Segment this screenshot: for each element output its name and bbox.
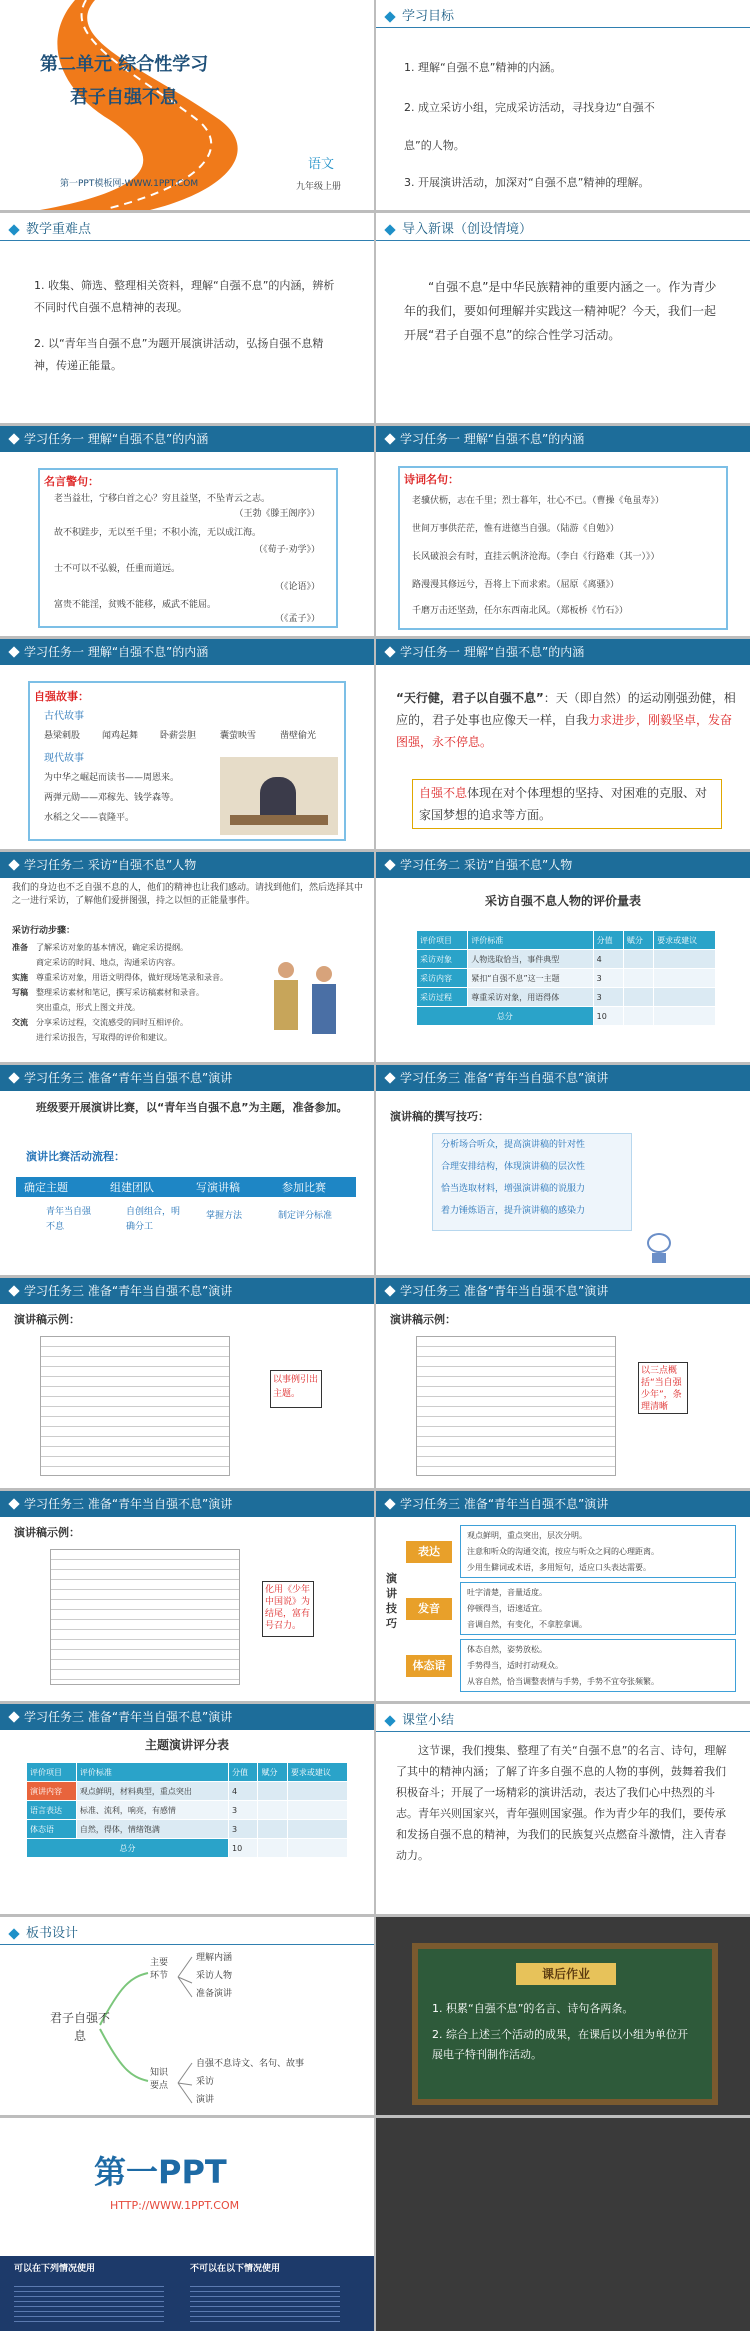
quote-source: （《孟子》） <box>274 614 320 624</box>
table-header: 要求或建议 <box>654 931 716 950</box>
table-header: 赋分 <box>623 931 653 950</box>
intro-text: “自强不息”是中华民族精神的重要内涵之一。作为青少年的我们，要如何理解并实践这一精神呢？今天，我们一起开展“君子自强不息”的综合性学习活动。 <box>404 280 717 342</box>
interview-intro: 我们的身边也不乏自强不息的人，他们的精神也让我们感动。请找到他们，然后选择其中之一进行采访，了解他们爱拼图强，持之以恒的正能量事件。 <box>12 883 364 906</box>
quote-line: 士不可以不弘毅，任重而道远。 <box>54 564 181 574</box>
story: 卧薪尝胆 <box>160 731 197 741</box>
meaning-quote: “天行健，君子以自强不息” <box>396 691 544 705</box>
technique-box <box>460 1525 736 1578</box>
technique-line: 注意和听众的沟通交流，按应与听众之间的心理距离。 <box>467 1547 659 1556</box>
meaning-explain: ：天（即自然）的运动刚强劲健，相应的，君子处事也应像天一样，自我 <box>396 691 736 727</box>
story: 悬梁刺股 <box>44 731 81 741</box>
table-header: 评价标准 <box>468 931 593 950</box>
modern-story: 两弹元勋——邓稼先、钱学森等。 <box>44 793 180 803</box>
slide-header: 板书设计 <box>0 1925 374 1945</box>
flow-sub: 掌握方法 <box>206 1211 243 1221</box>
skill-item: 恰当选取材料，增强演讲稿的说服力 <box>441 1184 586 1194</box>
step-text: 尊重采访对象，用语文明得体，做好现场笔录和录音。 <box>36 973 228 982</box>
board-item: 准备演讲 <box>196 1989 233 1999</box>
quote-source: （《荀子·劝学》） <box>254 545 320 555</box>
quotes-label: 名言警句： <box>44 475 99 488</box>
skills-box <box>432 1133 632 1231</box>
step-row <box>12 1030 242 1045</box>
task1-stories-slide <box>0 639 374 849</box>
technique-tag: 发音 <box>406 1598 452 1620</box>
blackboard-frame <box>412 1943 718 2105</box>
task2-table-slide <box>376 852 750 1062</box>
table-row: 演讲内容 观点鲜明，材料典型，重点突出 4 <box>27 1782 348 1801</box>
ad-right-title: 不可以在以下情况使用 <box>190 2264 281 2274</box>
ad-link-list <box>14 2282 164 2326</box>
step-tag: 实施 <box>12 973 28 982</box>
technique-box <box>460 1639 736 1692</box>
flow-step: 写演讲稿 <box>196 1181 240 1194</box>
meaning-box-text: 体现在对个体理想的坚持、对困难的克服、对家国梦想的追求等方面。 <box>419 786 708 822</box>
step-row <box>12 1015 242 1030</box>
poem-line: 路漫漫其修远兮，吾将上下而求索。（屈原《离骚》） <box>412 580 620 590</box>
sample-label: 演讲稿示例： <box>390 1313 456 1326</box>
poems-box <box>398 466 728 630</box>
sample-note: 以事例引出主题。 <box>270 1370 322 1408</box>
technique-box <box>460 1582 736 1635</box>
board-item: 自强不息诗文、名句、故事 <box>196 2059 305 2069</box>
task3-flow-slide <box>0 1065 374 1275</box>
technique-tag: 体态语 <box>406 1655 452 1677</box>
slide-header: 学习任务一 理解“自强不息”的内涵 <box>376 639 750 665</box>
sample-label: 演讲稿示例： <box>14 1526 80 1539</box>
ancient-label: 古代故事 <box>44 711 84 722</box>
goal-item: 1. 理解“自强不息”精神的内涵。 <box>404 61 562 74</box>
summary-text: 这节课，我们搜集、整理了有关“自强不息”的名言、诗句，理解了其中的精神内涵；了解了许多自强不息的人物的事例，鼓舞着我们积极奋斗；开展了一场精彩的演讲活动，表达了我们心中热烈的斗志。青年兴则国家兴，青年强则国家强。作为青少年的我们，要传承和发扬自强不息的精神，为我们的民族复兴点燃奋斗激情，注入青春动力。 <box>396 1744 727 1862</box>
homework-item: 1. 积累“自强不息”的名言、诗句各两条。 <box>432 2002 634 2015</box>
slide-header: 课堂小结 <box>376 1712 750 1732</box>
flow-step: 确定主题 <box>24 1181 68 1194</box>
poems-label: 诗词名句： <box>404 473 459 486</box>
sample-note: 以三点概括“当自强少年”，条理清晰 <box>638 1362 688 1414</box>
table-row: 采访对象 人物选取恰当，事件典型 4 <box>417 950 716 969</box>
step-row <box>12 970 242 985</box>
quote-line: 老当益壮，宁移白首之心？穷且益坚，不坠青云之志。 <box>54 494 271 504</box>
flow-label: 演讲比赛活动流程： <box>26 1150 125 1163</box>
step-text: 整理采访素材和笔记，撰写采访稿素材和录音。 <box>36 988 204 997</box>
flow-sub: 制定评分标准 <box>278 1211 333 1221</box>
step-tag: 写稿 <box>12 988 28 997</box>
task3-sample1-slide <box>0 1278 374 1488</box>
task1-meaning-slide <box>376 639 750 849</box>
speech-document-image <box>40 1336 230 1476</box>
table-header: 分值 <box>593 931 623 950</box>
task3-skills-slide <box>376 1065 750 1275</box>
steps-label: 采访行动步骤： <box>12 926 76 936</box>
board-key: 知识要点 <box>150 2068 169 2091</box>
quote-source: （《论语》） <box>274 582 320 592</box>
poem-line: 世间万事供茫茫，惟有进德当自强。（陆游《自勉》） <box>412 524 620 534</box>
technique-row <box>406 1525 740 1580</box>
step-text: 进行采访报告，写取得的评价和建议。 <box>36 1033 172 1042</box>
slide-header: 学习任务一 理解“自强不息”的内涵 <box>0 639 374 665</box>
slide-header: 学习任务二 采访“自强不息”人物 <box>376 852 750 878</box>
task1-poems-slide <box>376 426 750 636</box>
robot-icon <box>644 1225 674 1265</box>
homework-title: 课后作业 <box>516 1963 616 1985</box>
lesson-title: 君子自强不息 <box>70 87 178 108</box>
technique-line: 音调自然，有变化，不拿腔拿调。 <box>467 1620 587 1629</box>
technique-tag: 表达 <box>406 1541 452 1563</box>
step-row <box>12 985 242 1000</box>
evaluation-table <box>416 930 716 1026</box>
slide-header: 学习任务三 准备“青年当自强不息”演讲 <box>376 1065 750 1091</box>
technique-line: 体态自然，姿势放松。 <box>467 1645 547 1654</box>
technique-line: 少用生僻词或术语，多用短句，适应口头表达需要。 <box>467 1563 651 1572</box>
technique-line: 停顿得当，语速适宜。 <box>467 1604 547 1613</box>
table-row: 采访过程 尊重采访对象，用语得体 3 <box>417 988 716 1007</box>
poem-line: 老骥伏枥，志在千里；烈士暮年，壮心不已。（曹操《龟虽寿》） <box>412 496 665 506</box>
goal-item: 3. 开展演讲活动，加深对“自强不息”精神的理解。 <box>404 176 650 189</box>
slide-header: 学习目标 <box>376 8 750 28</box>
quote-line: 故不积跬步，无以至千里；不积小流，无以成江海。 <box>54 528 262 538</box>
modern-label: 现代故事 <box>44 753 84 764</box>
poem-line: 长风破浪会有时，直挂云帆济沧海。（李白《行路难（其一）》） <box>412 552 660 562</box>
quote-source: （王勃《滕王阁序》） <box>234 509 320 519</box>
quote-line: 富贵不能淫，贫贱不能移，威武不能屈。 <box>54 600 217 610</box>
table-header: 分值 <box>229 1763 258 1782</box>
ad-link-list <box>190 2282 340 2326</box>
modern-story: 为中华之崛起而读书——周恩来。 <box>44 773 180 783</box>
key-point-2: 2. 以“青年当自强不息”为题开展演讲活动，弘扬自强不息精神，传递正能量。 <box>34 337 324 372</box>
step-tag: 准备 <box>12 943 28 952</box>
technique-row <box>406 1639 740 1694</box>
slide-header: 学习任务三 准备“青年当自强不息”演讲 <box>0 1704 374 1730</box>
sample-note: 化用《少年中国说》为结尾，富有号召力。 <box>262 1581 314 1637</box>
technique-line: 手势得当，适时打动观众。 <box>467 1661 563 1670</box>
task1-quotes-slide <box>0 426 374 636</box>
techniques-side-label: 演讲技巧 <box>386 1572 397 1630</box>
speech-document-image <box>416 1336 616 1476</box>
homework-item: 2. 综合上述三个活动的成果，在课后以小组为单位开展电子特刊制作活动。 <box>432 2028 688 2061</box>
subject-label: 语文 <box>308 157 335 172</box>
unit-title: 第二单元 综合性学习 <box>40 54 209 75</box>
blackboard <box>418 1949 712 2099</box>
stories-box <box>28 681 346 841</box>
technique-line: 从容自然，恰当调整表情与手势，手势不宜夸张频繁。 <box>467 1677 659 1686</box>
slide-header: 导入新课（创设情境） <box>376 221 750 241</box>
skill-item: 合理安排结构，体现演讲稿的层次性 <box>441 1162 586 1172</box>
stories-label: 自强故事： <box>34 690 89 703</box>
table-header: 评价项目 <box>417 931 468 950</box>
slide-header: 学习任务三 准备“青年当自强不息”演讲 <box>0 1278 374 1304</box>
reading-scene-image <box>220 757 338 835</box>
board-item: 理解内涵 <box>196 1953 233 1963</box>
board-item: 采访人物 <box>196 1971 233 1981</box>
slide-header: 学习任务三 准备“青年当自强不息”演讲 <box>0 1065 374 1091</box>
story: 凿壁偷光 <box>280 731 317 741</box>
slide-header: 教学重难点 <box>0 221 374 241</box>
goal-item: 息”的人物。 <box>404 139 465 152</box>
technique-line: 观点鲜明，重点突出，层次分明。 <box>467 1531 587 1540</box>
techniques-list <box>406 1525 740 1696</box>
task3-techniques-slide <box>376 1491 750 1701</box>
ad-logo-area <box>0 2118 374 2256</box>
step-row <box>12 1000 242 1015</box>
table-title: 采访自强不息人物的评价量表 <box>484 894 641 908</box>
skills-label: 演讲稿的撰写技巧： <box>390 1110 489 1123</box>
flow-step: 参加比赛 <box>282 1181 326 1194</box>
grade-label: 九年级上册 <box>296 182 342 192</box>
homework-slide <box>376 1917 750 2115</box>
summary-slide <box>376 1704 750 1914</box>
table-row: 采访内容 紧扣“自强不息”这一主题 3 <box>417 969 716 988</box>
slide-header: 学习任务二 采访“自强不息”人物 <box>0 852 374 878</box>
site-label: 第一PPT模板网-WWW.1PPT.COM <box>60 179 199 189</box>
story: 囊萤映雪 <box>220 731 257 741</box>
task3-sample2-slide <box>376 1278 750 1488</box>
poem-line: 千磨万击还坚劲，任尔东西南北风。（郑板桥《竹石》） <box>412 606 629 616</box>
keypoints-slide <box>0 213 374 423</box>
table-row: 语言表达 标准、流利，响亮，有感情 3 <box>27 1801 348 1820</box>
board-slide <box>0 1917 374 2115</box>
empty-panel <box>376 2118 750 2331</box>
board-center: 君子自强不息 <box>50 2011 111 2043</box>
ad-slide <box>0 2118 374 2331</box>
board-item: 采访 <box>196 2077 215 2087</box>
meaning-box <box>412 779 722 829</box>
intro-slide <box>376 213 750 423</box>
key-point-1: 1. 收集、筛选、整理相关资料，理解“自强不息”的内涵，辨析不同时代自强不息精神的表现。 <box>34 279 335 314</box>
story: 闻鸡起舞 <box>102 731 139 741</box>
flow-intro: 班级要开展演讲比赛，以“青年当自强不息”为主题，准备参加。 <box>36 1101 348 1114</box>
ad-info-area <box>0 2256 374 2331</box>
task2-interview-slide <box>0 852 374 1062</box>
goal-item: 2. 成立采访小组，完成采访活动，寻找身边“自强不 <box>404 101 655 114</box>
step-text: 分享采访过程，交流感受的同时互相评价。 <box>36 1018 188 1027</box>
flow-sub: 自创组合，明确分工 <box>126 1207 181 1232</box>
sample-label: 演讲稿示例： <box>14 1313 80 1326</box>
meaning-box-key: 自强不息 <box>419 786 468 800</box>
quotes-box <box>38 468 338 628</box>
step-text: 了解采访对象的基本情况，确定采访提纲。 <box>36 943 188 952</box>
steps-list <box>12 940 242 1045</box>
meaning-highlight: 力求进步，刚毅坚卓，发奋图强，永不停息。 <box>396 713 733 749</box>
ad-logo: 第一PPT <box>94 2153 227 2191</box>
table-header: 评价项目 <box>27 1763 77 1782</box>
ad-left-title: 可以在下列情况使用 <box>14 2264 96 2274</box>
table-title: 主题演讲评分表 <box>144 1738 229 1752</box>
step-row <box>12 940 242 955</box>
slide-header: 学习任务一 理解“自强不息”的内涵 <box>0 426 374 452</box>
step-text: 突出重点，形式上图文并茂。 <box>36 1003 140 1012</box>
board-key: 主要环节 <box>150 1958 169 1981</box>
slide-header: 学习任务三 准备“青年当自强不息”演讲 <box>376 1278 750 1304</box>
table-header: 评价标准 <box>76 1763 228 1782</box>
technique-row <box>406 1582 740 1637</box>
table-total-row: 总分 10 <box>417 1007 716 1026</box>
table-header: 要求或建议 <box>287 1763 347 1782</box>
step-tag: 交流 <box>12 1018 28 1027</box>
modern-story: 水稻之父——袁隆平。 <box>44 813 135 823</box>
interview-figures-image <box>270 962 350 1052</box>
table-header: 赋分 <box>258 1763 287 1782</box>
flow-sub: 青年当自强不息 <box>46 1207 92 1232</box>
slide-header: 学习任务三 准备“青年当自强不息”演讲 <box>376 1491 750 1517</box>
table-row: 体态语 自然，得体，情绪饱满 3 <box>27 1820 348 1839</box>
cover-slide <box>0 0 374 210</box>
ad-url: HTTP://WWW.1PPT.COM <box>110 2199 240 2212</box>
flow-step: 组建团队 <box>110 1181 154 1194</box>
slide-header: 学习任务三 准备“青年当自强不息”演讲 <box>0 1491 374 1517</box>
slide-header: 学习任务一 理解“自强不息”的内涵 <box>376 426 750 452</box>
technique-line: 吐字清楚，音量适度。 <box>467 1588 547 1597</box>
task3-sample3-slide <box>0 1491 374 1701</box>
table-total-row: 总分 10 <box>27 1839 348 1858</box>
goals-slide <box>376 0 750 210</box>
skill-item: 分析场合听众，提高演讲稿的针对性 <box>441 1140 586 1150</box>
scoring-table <box>26 1762 348 1858</box>
task3-scoring-slide <box>0 1704 374 1914</box>
skill-item: 着力锤炼语言，提升演讲稿的感染力 <box>441 1206 586 1216</box>
step-text: 商定采访的时间、地点，沟通采访内容。 <box>36 958 180 967</box>
board-item: 演讲 <box>196 2095 215 2105</box>
step-row <box>12 955 242 970</box>
meaning-text <box>396 687 736 753</box>
speech-document-image <box>50 1549 240 1685</box>
